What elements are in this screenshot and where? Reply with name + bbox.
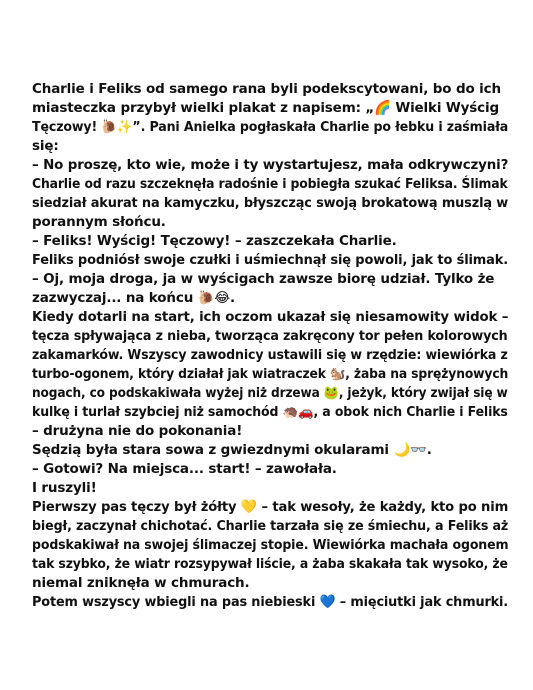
text-line-17: nogach, co podskakiwała wyżej niż drzewa 🐸, jeżyk, który zwijał się w bbox=[32, 385, 508, 401]
text-line-3: Tęczowy! 🐌✨”. Pani Anielka pogłaskała Charlie po łebku i zaśmiała bbox=[32, 119, 509, 135]
text-line-21: – Gotowi? Na miejsca... start! – zawołała. bbox=[32, 461, 337, 477]
text-line-23: Pierwszy pas tęczy był żółty 💛 – tak wesoły, że każdy, kto po nim bbox=[32, 499, 509, 515]
text-line-15: zakamarków. Wszyscy zawodnicy ustawili się w rzędzie: wiewiórka z bbox=[32, 347, 508, 363]
story-text bbox=[32, 80, 508, 612]
text-line-8: porannym słońcu. bbox=[32, 214, 166, 230]
text-line-28: Potem wszyscy wbiegli na pas niebieski 💙 – mięciutki jak chmurki. bbox=[32, 594, 509, 610]
text-line-12: zazwyczaj... na końcu 🐌😂. bbox=[32, 290, 235, 306]
text-line-27: niemal zniknęła w chmurach. bbox=[32, 575, 250, 591]
text-line-25: podskakiwał na swojej ślimaczej stopie. Wiewiórka machała ogonem bbox=[32, 537, 509, 553]
text-line-9: – Feliks! Wyścig! Tęczowy! – zaszczekała Charlie. bbox=[32, 233, 397, 249]
text-line-16: turbo-ogonem, który działał jak wiatraczek 🐿️, żaba na sprężynowych bbox=[32, 366, 509, 382]
text-line-14: tęcza spływająca z nieba, tworząca zakręcony tor pełen kolorowych bbox=[32, 328, 508, 344]
text-line-7: siedział akurat na kamyczku, błyszcząc swoją brokatową muszlą w bbox=[32, 195, 509, 211]
text-line-19: – drużyna nie do pokonania! bbox=[32, 423, 243, 439]
text-line-24: biegł, zaczynał chichotać. Charlie tarzała się ze śmiechu, a Feliks aż bbox=[32, 518, 509, 534]
text-line-2: miasteczka przybył wielki plakat z napisem: „🌈 Wielki Wyścig bbox=[32, 100, 500, 116]
text-line-20: Sędzią była stara sowa z gwiezdnymi okularami 🌙👓. bbox=[32, 442, 432, 458]
text-line-1: Charlie i Feliks od samego rana byli podekscytowani, bo do ich bbox=[32, 81, 501, 97]
text-line-5: – No proszę, kto wie, może i ty wystartujesz, mała odkrywczyni? bbox=[32, 157, 509, 173]
text-line-18: kulkę i turlał szybciej niż samochód 🦔🚗, a obok nich Charlie i Feliks bbox=[32, 404, 508, 420]
text-line-22: I ruszyli! bbox=[32, 480, 97, 496]
text-line-13: Kiedy dotarli na start, ich oczom ukazał się niesamowity widok – bbox=[32, 309, 509, 325]
text-line-4: się: bbox=[32, 138, 59, 154]
text-line-26: tak szybko, że wiatr rozsypywał liście, a żaba skakała tak wysoko, że bbox=[32, 556, 508, 572]
text-line-10: Feliks podniósł swoje czułki i uśmiechnął się powoli, jak to ślimak. bbox=[32, 252, 509, 268]
text-line-11: – Oj, moja droga, ja w wyścigach zawsze biorę udział. Tylko że bbox=[32, 271, 495, 287]
text-line-6: Charlie od razu szczeknęła radośnie i pobiegła szukać Feliksa. Ślimak bbox=[32, 176, 508, 192]
